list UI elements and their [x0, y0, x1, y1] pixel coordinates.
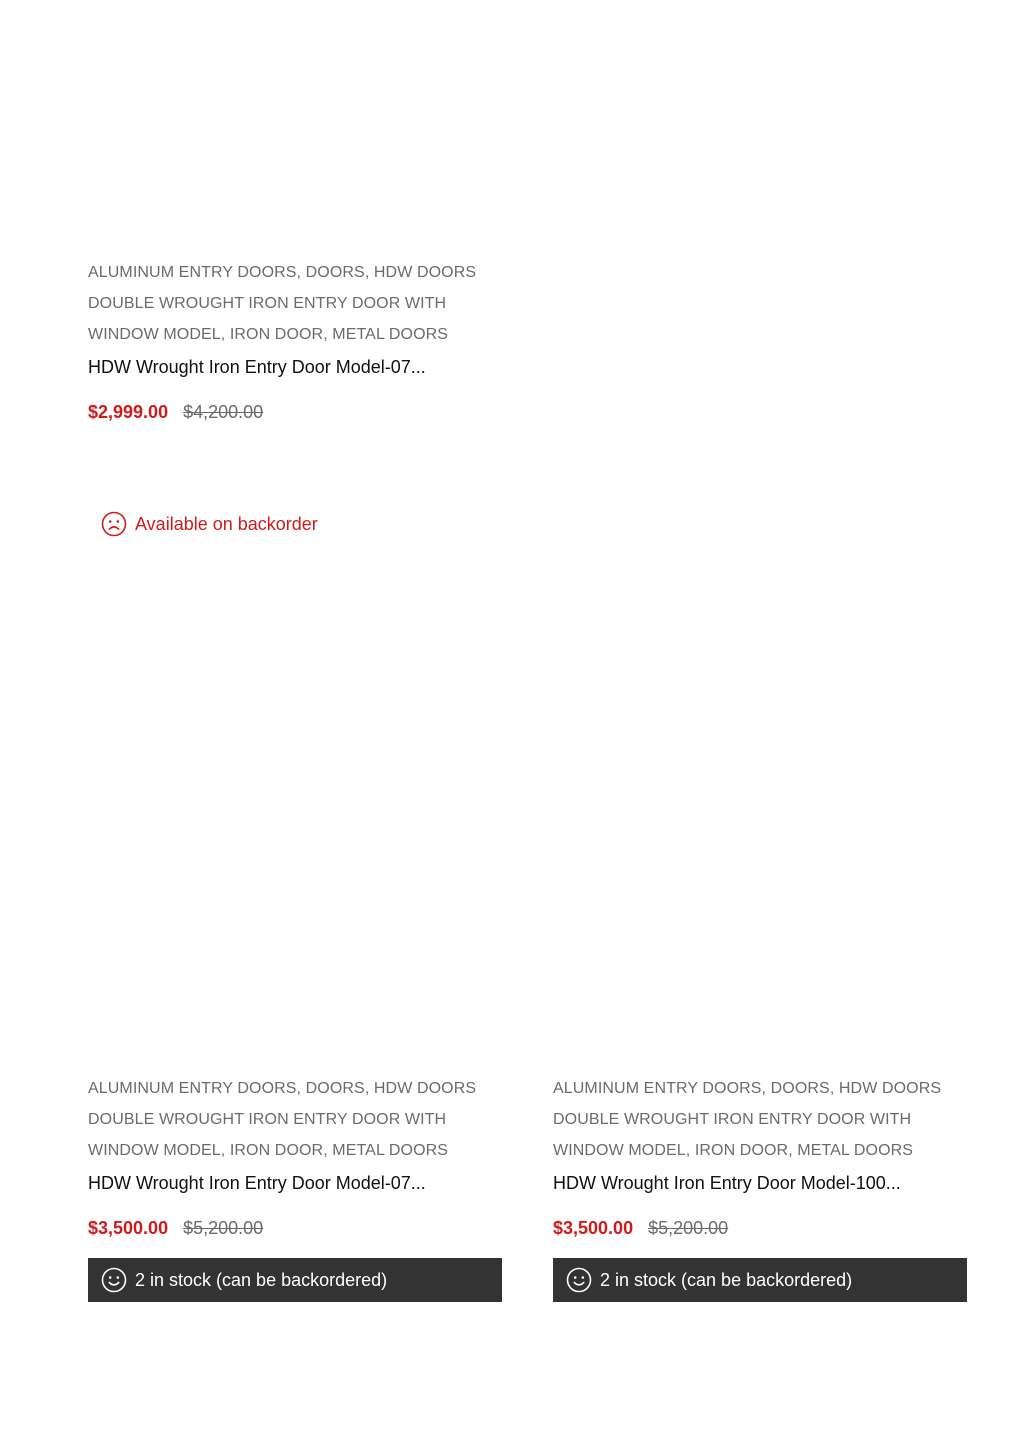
product-card: [88, 257, 502, 546]
sad-face-icon: [101, 511, 127, 537]
stock-status: [88, 502, 502, 546]
product-price: [88, 1216, 502, 1240]
product-categories: ALUMINUM ENTRY DOORS, DOORS, HDW DOORS DOUBLE WROUGHT IRON ENTRY DOOR WITH WINDOW MODEL, IRON DOOR, METAL DOORS: [88, 264, 477, 343]
product-price: [88, 400, 502, 424]
category-link[interactable]: HDW DOORS DOUBLE WROUGHT IRON ENTRY DOOR WITH WINDOW MODEL: [553, 1080, 942, 1159]
sale-price: $3,500.00: [553, 1218, 634, 1238]
stock-status-text: Available on backorder: [135, 513, 318, 534]
product-card: [88, 1073, 502, 1302]
category-link[interactable]: METAL DOORS: [332, 1142, 449, 1159]
category-link[interactable]: ALUMINUM ENTRY DOORS: [88, 264, 297, 281]
category-link[interactable]: METAL DOORS: [797, 1142, 914, 1159]
smile-face-icon: [101, 1267, 127, 1293]
category-link[interactable]: DOORS: [305, 264, 365, 281]
category-link[interactable]: IRON DOOR: [694, 1142, 789, 1159]
regular-price: $4,200.00: [183, 402, 264, 422]
regular-price: $5,200.00: [183, 1218, 264, 1238]
stock-status: [553, 1258, 967, 1302]
stock-status: [88, 1258, 502, 1302]
category-link[interactable]: IRON DOOR: [229, 326, 324, 343]
category-link[interactable]: HDW DOORS DOUBLE WROUGHT IRON ENTRY DOOR WITH WINDOW MODEL: [88, 1080, 477, 1159]
category-link[interactable]: METAL DOORS: [332, 326, 449, 343]
product-price: [553, 1216, 967, 1240]
product-categories: ALUMINUM ENTRY DOORS, DOORS, HDW DOORS DOUBLE WROUGHT IRON ENTRY DOOR WITH WINDOW MODEL, IRON DOOR, METAL DOORS: [88, 1080, 477, 1159]
regular-price: $5,200.00: [648, 1218, 729, 1238]
product-title-link[interactable]: HDW Wrought Iron Entry Door Model-07...: [88, 357, 426, 377]
smile-face-icon: [566, 1267, 592, 1293]
stock-status-text: 2 in stock (can be backordered): [135, 1269, 388, 1290]
category-link[interactable]: DOORS: [770, 1080, 830, 1097]
category-link[interactable]: ALUMINUM ENTRY DOORS: [88, 1080, 297, 1097]
category-link[interactable]: IRON DOOR: [229, 1142, 324, 1159]
sale-price: $3,500.00: [88, 1218, 169, 1238]
category-link[interactable]: HDW DOORS DOUBLE WROUGHT IRON ENTRY DOOR WITH WINDOW MODEL: [88, 264, 477, 343]
category-link[interactable]: ALUMINUM ENTRY DOORS: [553, 1080, 762, 1097]
product-title-link[interactable]: HDW Wrought Iron Entry Door Model-100...: [553, 1173, 901, 1193]
sale-price: $2,999.00: [88, 402, 169, 422]
stock-status-text: 2 in stock (can be backordered): [600, 1269, 853, 1290]
product-categories: ALUMINUM ENTRY DOORS, DOORS, HDW DOORS DOUBLE WROUGHT IRON ENTRY DOOR WITH WINDOW MODEL, IRON DOOR, METAL DOORS: [553, 1080, 942, 1159]
product-title-link[interactable]: HDW Wrought Iron Entry Door Model-07...: [88, 1173, 426, 1193]
category-link[interactable]: DOORS: [305, 1080, 365, 1097]
product-card: [553, 1073, 967, 1302]
